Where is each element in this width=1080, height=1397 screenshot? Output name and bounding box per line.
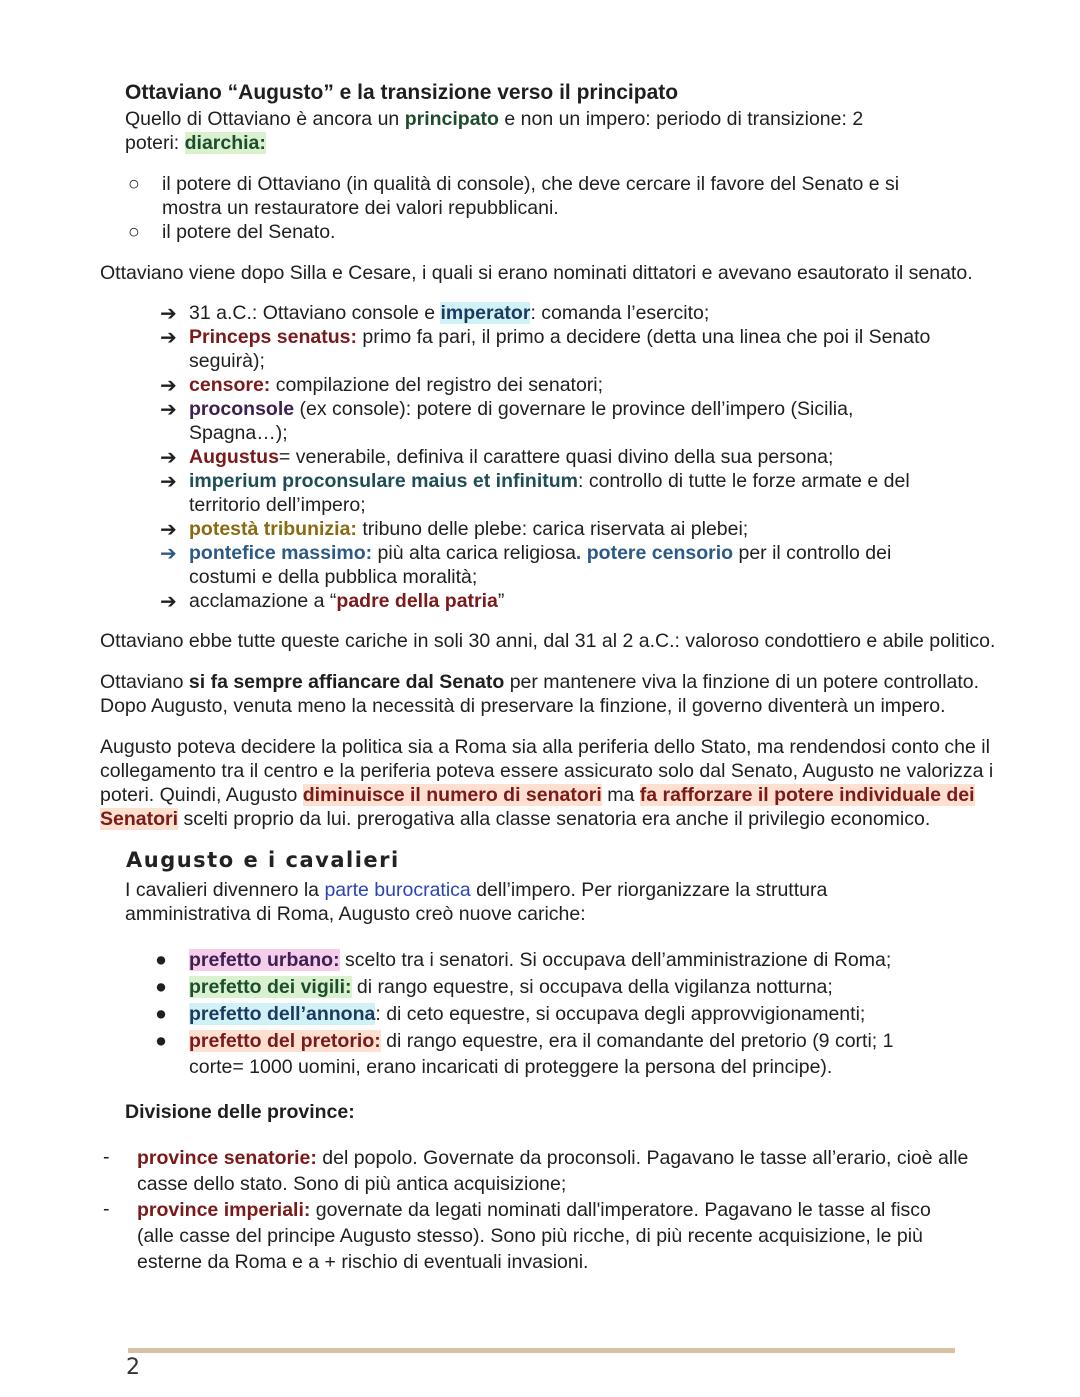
arrow-bullet: ➔: [160, 303, 177, 325]
arrow-bullet: ➔: [160, 375, 177, 397]
intro-paragraph: [125, 107, 863, 155]
arrow-item-censore: censore: compilazione del registro dei senatori;: [189, 374, 604, 396]
arrow-item-augustus: Augustus= venerabile, definiva il carattere quasi divino della sua persona;: [189, 446, 834, 468]
footer-divider: [128, 1348, 955, 1353]
arrow-bullet: ➔: [160, 471, 177, 493]
arrow-bullet: ➔: [160, 399, 177, 421]
list-item-province-senatorie: province senatorie: del popolo. Governate da proconsoli. Pagavano le tasse all’erario, cioè alle casse dello stato. Sono di più antica acquisizione;: [137, 1147, 969, 1195]
term-principato: principato: [404, 108, 499, 130]
intro-line-2: poteri: diarchia:: [125, 132, 266, 154]
list-item-prefetto-annona: prefetto dell’annona: di ceto equestre, si occupava degli approvvigionamenti;: [189, 1003, 866, 1025]
paragraph-30-anni: Ottaviano ebbe tutte queste cariche in soli 30 anni, dal 31 al 2 a.C.: valoroso condottiero e abile politico.: [100, 630, 996, 652]
arrow-item-tribunizia: potestà tribunizia: tribuno delle plebe: carica riservata ai plebei;: [189, 518, 749, 540]
arrow-item-imperium: imperium proconsulare maius et infinitum: controllo di tutte le forze armate e del territorio dell’impero;: [189, 470, 910, 516]
dash-bullet: -: [103, 1198, 110, 1220]
dot-bullet: ●: [155, 1030, 167, 1052]
arrow-item-proconsole: proconsole (ex console): potere di governare le province dell’impero (Sicilia, Spagna…);: [189, 398, 854, 444]
paragraph-politica: Augusto poteva decidere la politica sia a Roma sia alla periferia dello Stato, ma rendendosi conto che il collegamento tra il centro e la periferia poteva essere assicurato solo dal Senato, Augusto ne valorizza i poteri. Quindi, Augusto diminuisce il numero di senatori ma fa rafforzare il potere individuale dei Senatori scelti proprio da lui. prerogativa alla classe senatoria era anche il privilegio economico.: [100, 736, 994, 830]
arrow-item-princeps: Princeps senatus: primo fa pari, il primo a decidere (detta una linea che poi il Senato seguirà);: [189, 326, 931, 372]
arrow-item-padre-patria: acclamazione a “padre della patria”: [189, 590, 505, 612]
dot-bullet: ●: [155, 1003, 167, 1025]
dot-bullet: ●: [155, 949, 167, 971]
term-diarchia: diarchia:: [184, 132, 266, 154]
circle-item-1: il potere di Ottaviano (in qualità di console), che deve cercare il favore del Senato e si mostra un restauratore dei valori repubblicani.: [162, 173, 900, 219]
arrow-bullet: ➔: [160, 591, 177, 613]
page-heading: Ottaviano “Augusto” e la transizione verso il principato: [125, 81, 679, 104]
arrow-bullet: ➔: [160, 327, 177, 349]
paragraph-affiancare: Ottaviano si fa sempre affiancare dal Senato per mantenere viva la finzione di un potere controllato. Dopo Augusto, venuta meno la necessità di preservare la finzione, il governo diventerà un impero.: [100, 671, 980, 717]
list-item-prefetto-vigili: prefetto dei vigili: di rango equestre, si occupava della vigilanza notturna;: [189, 976, 833, 998]
list-item-prefetto-pretorio: prefetto del pretorio: di rango equestre, era il comandante del pretorio (9 corti; 1 corte= 1000 uomini, erano incaricati di proteggere la persona del principe).: [189, 1030, 894, 1078]
list-item-province-imperiali: province imperiali: governate da legati nominati dall'imperatore. Pagavano le tasse al fisco (alle casse del principe Augusto stesso). Sono più ricche, di più recente acquisizione, le più esterne da Roma e a + rischio di eventuali invasioni.: [137, 1199, 931, 1273]
arrow-bullet: ➔: [160, 543, 177, 565]
circle-bullet-2: ○: [128, 221, 140, 243]
arrow-item-pontefice: pontefice massimo: più alta carica religiosa. potere censorio per il controllo dei costumi e della pubblica moralità;: [189, 542, 892, 588]
arrow-bullet: ➔: [160, 447, 177, 469]
dot-bullet: ●: [155, 976, 167, 998]
arrow-bullet: ➔: [160, 519, 177, 541]
paragraph-cavalieri: I cavalieri divennero la parte burocratica dell’impero. Per riorganizzare la struttura amministrativa di Roma, Augusto creò nuove cariche:: [125, 879, 828, 925]
heading-divisione-province: Divisione delle province:: [125, 1101, 355, 1123]
dash-bullet: -: [103, 1146, 110, 1168]
intro-line-1: Quello di Ottaviano è ancora un principato e non un impero: periodo di transizione: 2: [125, 108, 864, 130]
page-number: 2: [126, 1355, 140, 1380]
paragraph-silla-cesare: Ottaviano viene dopo Silla e Cesare, i quali si erano nominati dittatori e avevano esautorato il senato.: [100, 262, 973, 284]
circle-item-2: il potere del Senato.: [162, 221, 336, 243]
list-item-prefetto-urbano: prefetto urbano: scelto tra i senatori. Si occupava dell’amministrazione di Roma;: [189, 949, 892, 971]
section-heading-cavalieri: Augusto e i cavalieri: [126, 848, 400, 872]
arrow-item-imperator: 31 a.C.: Ottaviano console e imperator: comanda l’esercito;: [189, 302, 710, 324]
circle-bullet-1: ○: [128, 173, 140, 195]
